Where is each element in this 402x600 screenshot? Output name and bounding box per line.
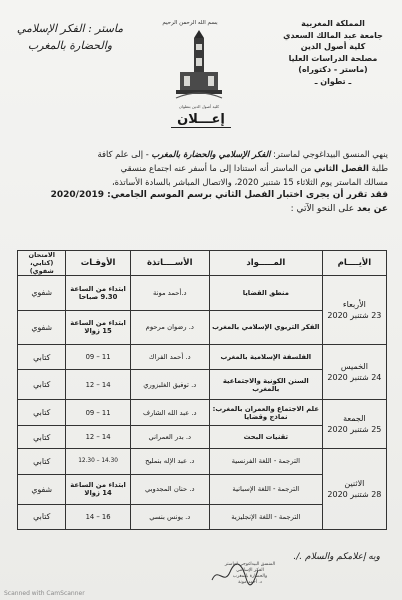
basmala: بسم الله الرحمن الرحيم xyxy=(162,20,218,26)
table-row xyxy=(18,400,387,426)
master-name: الفكر الإسلامي والحضارة بالمغرب xyxy=(151,149,271,159)
subject-cell: الترجمة - اللغة الإنجليزية xyxy=(209,504,322,530)
professor-cell: د. بدر العمراني xyxy=(130,426,209,449)
city-line: ـ تطوان ـ xyxy=(314,76,352,86)
time-cell: 12.30 – 14.30 xyxy=(66,449,130,475)
day-date: 24 شتنبر 2020 xyxy=(327,373,382,382)
header-subjects: المـــــواد xyxy=(209,251,322,276)
exam-type-cell: كتابي xyxy=(18,400,66,426)
day-date: 28 شتنبر 2020 xyxy=(327,490,382,499)
table-row xyxy=(18,276,387,311)
exam-type-cell: شفوي xyxy=(18,310,66,345)
table-row xyxy=(18,449,387,475)
body-text: طلبة xyxy=(368,162,388,173)
time-cell: 12 – 14 xyxy=(66,370,130,400)
professor-cell: د. عبد الله الشارف xyxy=(130,400,209,426)
exam-type-cell: كتابي xyxy=(18,345,66,370)
body-text: - إلى علم كافة xyxy=(97,149,149,159)
title-text: إعـــلان xyxy=(171,112,231,128)
time-cell: 09 – 11 xyxy=(66,400,130,426)
table-header-row xyxy=(18,251,387,276)
time-cell: ابتداء من الساعة 14 زوالا xyxy=(66,474,130,504)
exam-type-cell: كتابي xyxy=(18,449,66,475)
logo-caption: كلية أصول الدين بتطوان xyxy=(178,104,220,109)
hand-line-1: ماستر : الفكر الإسلامي xyxy=(16,22,124,35)
semester-emphasis: الفصل الثاني xyxy=(215,190,275,201)
time-cell: 12 – 14 xyxy=(66,426,130,449)
day-name: الاثنين xyxy=(344,479,365,488)
professor-cell: د. عبد الإله بنمليح xyxy=(130,449,209,475)
header-exam-type: الامتحان (كتابي، شفوي) xyxy=(18,251,66,276)
day-name: الخميس xyxy=(340,362,368,371)
body-text: فقد تقرر أن يجرى اختبار xyxy=(274,190,388,201)
body-line-4 xyxy=(18,189,388,203)
kingdom-line: المملكة المغربية xyxy=(301,19,365,28)
stamp-line: والحضارة بالمغرب xyxy=(232,574,268,579)
time-cell: ابتداء من الساعة 15 زوالا xyxy=(66,310,130,345)
professor-cell: د. أحمد الفراك xyxy=(130,345,209,370)
subject-cell: السنن الكونية والاجتماعية بالمغرب xyxy=(209,370,322,400)
exam-type-cell: كتابي xyxy=(18,370,66,400)
header-times: الأوقـات xyxy=(66,251,130,276)
professor-cell: د. يونس بنسي xyxy=(130,504,209,530)
exam-type-cell: شفوي xyxy=(18,276,66,311)
subject-cell: الترجمة - اللغة الفرنسية xyxy=(209,449,322,475)
remote-emphasis: عن بعد xyxy=(356,204,388,215)
day-cell xyxy=(322,449,386,530)
day-date: 23 شتنبر 2020 xyxy=(327,311,382,320)
institution-header xyxy=(274,18,392,87)
professor-cell: د. حنان المجدوبي xyxy=(130,474,209,504)
faculty-line: كلية أصول الدين xyxy=(300,42,366,51)
time-cell: ابتداء من الساعة 9.30 صباحا xyxy=(66,276,130,311)
exam-type-cell: كتابي xyxy=(18,426,66,449)
header-days: الأيــــام xyxy=(322,251,386,276)
body-text: برسم الموسم الجامعي: 2020/2019 xyxy=(50,190,216,201)
body-line-5 xyxy=(18,203,388,217)
professor-cell: د.أحمد مونة xyxy=(130,276,209,311)
scanner-watermark: Scanned with CamScanner xyxy=(4,590,85,597)
body-line-1 xyxy=(18,148,388,162)
subject-cell: الفكر التربوي الإسلامي بالمغرب xyxy=(209,310,322,345)
semester-emphasis: الفصل الثاني xyxy=(313,162,369,173)
day-name: الأربعاء xyxy=(342,300,366,309)
hand-line-2: والحضارة بالمغرب xyxy=(27,39,113,52)
subject-cell: علم الاجتماع والعمران بالمغرب: نماذج وقضايا xyxy=(209,400,322,426)
subject-cell: منطق القضايا xyxy=(209,276,322,311)
professor-cell: د. توفيق الغلبزوري xyxy=(130,370,209,400)
time-cell: 14 – 16 xyxy=(66,504,130,530)
faculty-logo xyxy=(170,28,228,106)
stamp-line: المنسق البيداغوجي لماستر xyxy=(224,562,276,567)
exam-type-cell: كتابي xyxy=(18,504,66,530)
day-name: الجمعة xyxy=(343,414,366,423)
master-handwritten-header xyxy=(10,20,130,54)
stamp-line: د. أحمد مونة xyxy=(238,580,262,585)
exam-schedule-table xyxy=(17,250,387,530)
body-text: ينهي المنسق البيداغوجي لماستر: xyxy=(270,149,388,159)
day-cell xyxy=(322,345,386,400)
coordinator-stamp xyxy=(190,562,310,586)
body-text: من الماستر أنه استنادا إلى ما أسفر عنه اجتماع منسقي xyxy=(120,162,314,173)
university-line: جامعة عبد المالك السعدي xyxy=(283,30,383,40)
subject-cell: تقنيات البحث xyxy=(209,426,322,449)
body-text: على النحو الآتي : xyxy=(290,204,357,215)
day-cell xyxy=(322,276,386,345)
body-line-2 xyxy=(18,162,388,176)
exam-type-cell: شفوي xyxy=(18,474,66,504)
programs-line: (ماستر - دكتوراه) xyxy=(298,65,368,74)
time-cell: 09 – 11 xyxy=(66,345,130,370)
stamp-line: الفكر الإسلامي xyxy=(236,568,264,573)
day-date: 25 شتنبر 2020 xyxy=(327,425,382,434)
body-line-3: مسالك الماستر يوم الثلاثاء 15 شتنبر 2020، والاتصال المباشر بالسادة الأساتذة، xyxy=(111,176,388,187)
announcement-body xyxy=(18,148,388,217)
header-professors: الأســــاتذة xyxy=(130,251,209,276)
closing-line: وبه إعلامكم والسلام ./. xyxy=(293,552,380,562)
day-cell xyxy=(322,400,386,449)
announcement-title xyxy=(0,112,402,127)
subject-cell: الفلسفة الإسلامية بالمغرب xyxy=(209,345,322,370)
table-row xyxy=(18,345,387,370)
service-line: مصلحة الدراسات العليا xyxy=(288,53,378,63)
professor-cell: د. رضوان مرحوم xyxy=(130,310,209,345)
subject-cell: الترجمة - اللغة الإسبانية xyxy=(209,474,322,504)
